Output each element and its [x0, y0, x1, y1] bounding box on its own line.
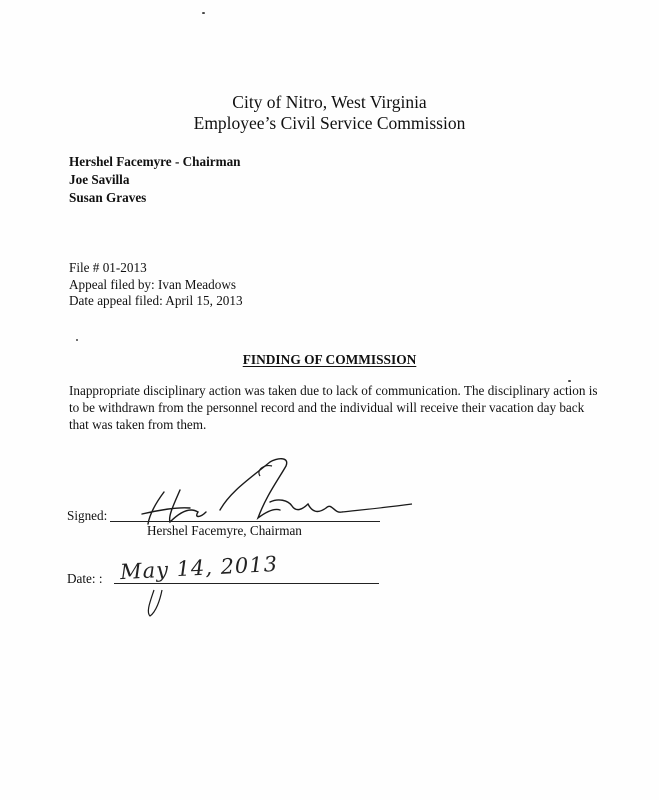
member-chairman: Hershel Facemyre - Chairman	[69, 154, 241, 169]
file-info	[69, 260, 243, 310]
signer-name: Hershel Facemyre, Chairman	[147, 523, 302, 538]
finding-title: FINDING OF COMMISSION	[242, 352, 417, 367]
signature-line	[110, 521, 380, 522]
commission-title: Employee’s Civil Service Commission	[193, 113, 466, 133]
handwritten-signature	[120, 452, 420, 532]
signed-label: Signed:	[67, 508, 108, 523]
scan-speck	[202, 12, 205, 14]
handwritten-date: May 14, 2013	[119, 551, 279, 585]
date-label: Date: :	[67, 571, 103, 586]
member-savilla: Joe Savilla	[69, 172, 130, 187]
date-appeal-filed: Date appeal filed: April 15, 2013	[69, 293, 243, 308]
date-scribble	[110, 560, 200, 620]
file-number: File # 01-2013	[69, 260, 147, 275]
finding-body: Inappropriate disciplinary action was taken due to lack of communication. The disciplinary action is to be withdrawn from the personnel record and the individual will receive their vacation day back that was taken from them.	[69, 383, 598, 432]
city-title: City of Nitro, West Virginia	[232, 92, 427, 112]
scan-speck	[76, 339, 78, 341]
commission-members	[69, 153, 241, 207]
appeal-filed-by: Appeal filed by: Ivan Meadows	[69, 276, 236, 292]
member-graves: Susan Graves	[69, 190, 147, 205]
